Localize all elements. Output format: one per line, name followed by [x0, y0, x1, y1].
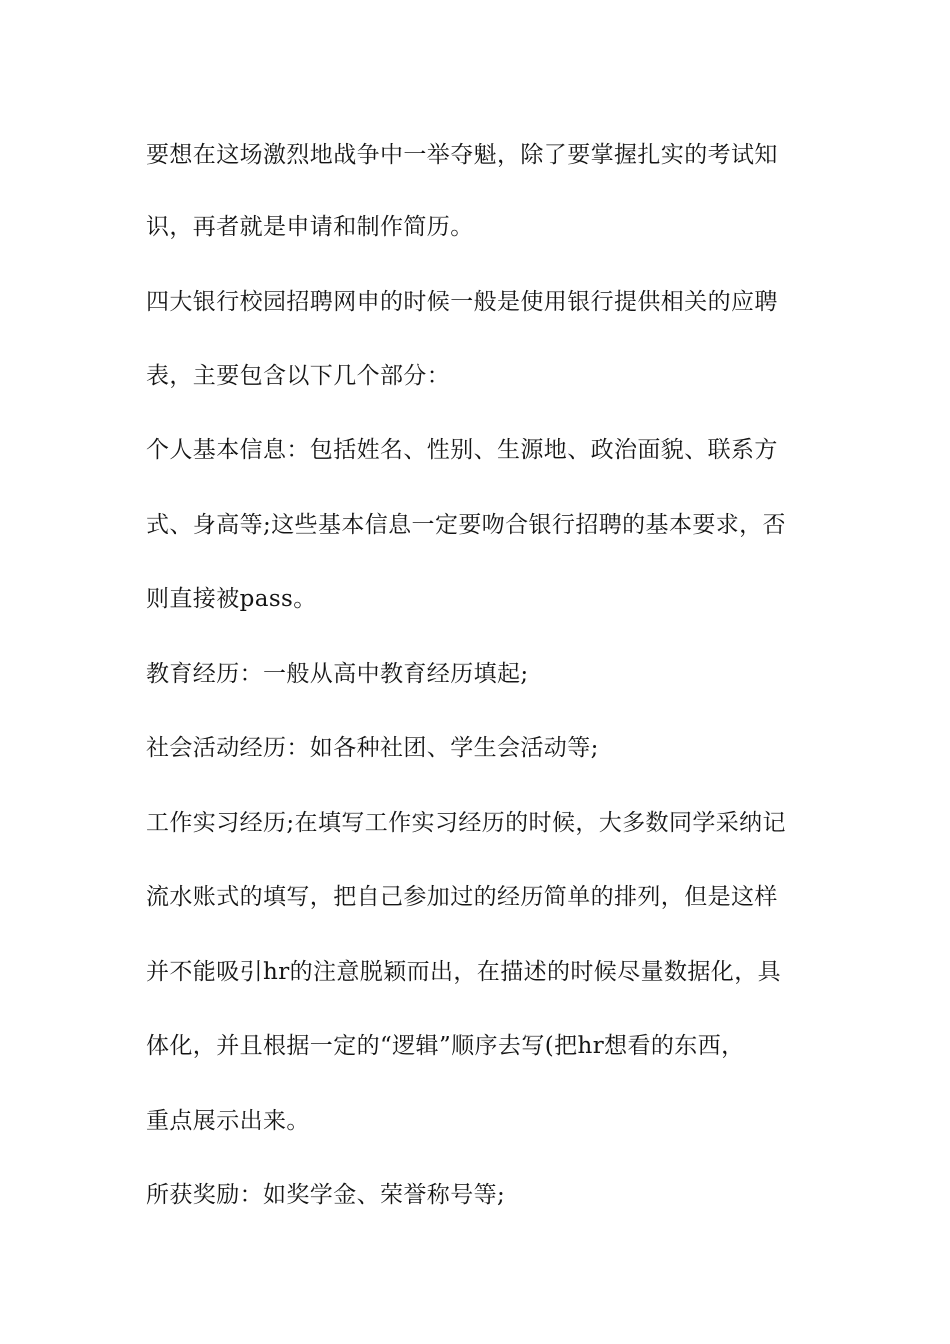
- text-line: 四大银行校园招聘网申的时候一般是使用银行提供相关的应聘: [146, 289, 778, 315]
- text-line: 并不能吸引hr的注意脱颖而出，在描述的时候尽量数据化，具: [146, 959, 782, 985]
- text-line: 要想在这场激烈地战争中一举夺魁，除了要掌握扎实的考试知: [146, 142, 778, 168]
- text-line: 工作实习经历;在填写工作实习经历的时候，大多数同学采纳记: [146, 810, 786, 836]
- text-line: 重点展示出来。: [146, 1108, 310, 1134]
- text-line: 识，再者就是申请和制作简历。: [146, 214, 474, 240]
- text-line: 教育经历：一般从高中教育经历填起;: [146, 661, 529, 687]
- text-line: 体化，并且根据一定的“逻辑”顺序去写(把hr想看的东西，: [146, 1033, 745, 1059]
- text-line: 流水账式的填写，把自己参加过的经历简单的排列，但是这样: [146, 884, 778, 910]
- text-line: 则直接被pass。: [146, 586, 317, 612]
- text-line: 式、身高等;这些基本信息一定要吻合银行招聘的基本要求，否: [146, 512, 786, 538]
- text-line: 社会活动经历：如各种社团、学生会活动等;: [146, 735, 599, 761]
- text-line: 表，主要包含以下几个部分：: [146, 363, 451, 389]
- text-line: 所获奖励：如奖学金、荣誉称号等;: [146, 1182, 506, 1208]
- text-line: 个人基本信息：包括姓名、性别、生源地、政治面貌、联系方: [146, 437, 778, 463]
